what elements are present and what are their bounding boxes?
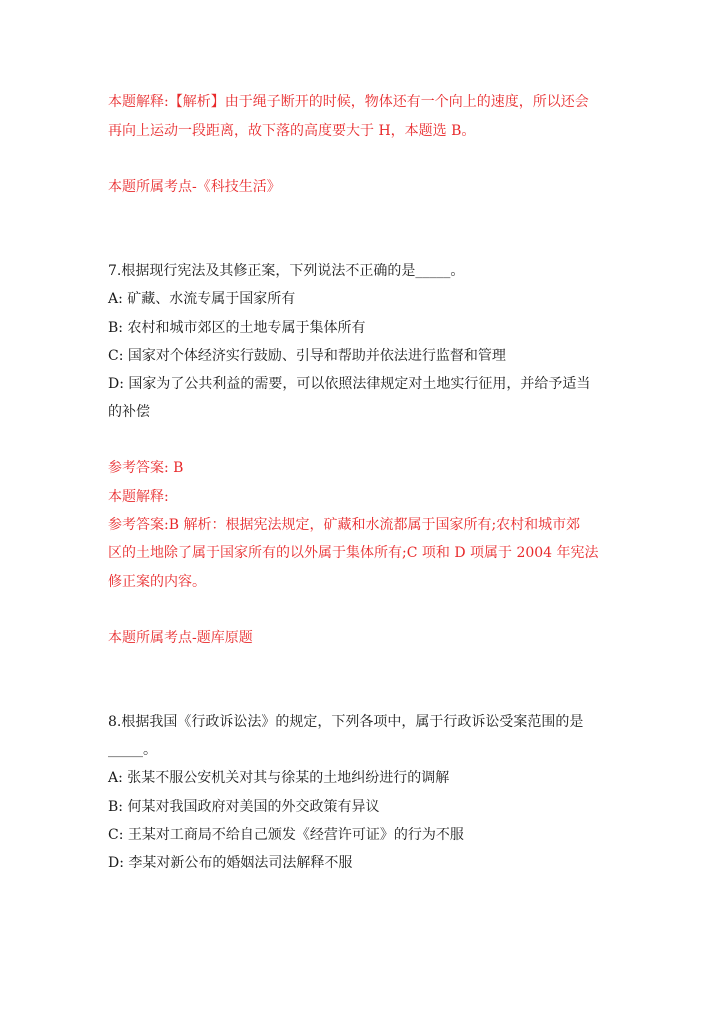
q7-explanation-line-2: 区的土地除了属于国家所有的以外属于集体所有;C 项和 D 项属于 2004 年宪法 — [108, 545, 599, 561]
q7-option-b: B: 农村和城市郊区的土地专属于集体所有 — [108, 320, 366, 336]
q8-stem-line-2: _____。 — [108, 742, 157, 758]
prev-explanation-line-2: 再向上运动一段距离，故下落的高度要大于 H，本题选 B。 — [108, 123, 476, 139]
q7-option-d-line-1: D: 国家为了公共利益的需要，可以依照法律规定对土地实行征用，并给予适当 — [108, 376, 591, 392]
q7-explanation-line-1: 参考答案:B 解析：根据宪法规定，矿藏和水流都属于国家所有;农村和城市郊 — [108, 517, 581, 533]
prev-topic: 本题所属考点-《科技生活》 — [108, 179, 281, 195]
prev-explanation-line-1: 本题解释:【解析】由于绳子断开的时候，物体还有一个向上的速度，所以还会 — [108, 94, 589, 110]
q7-explanation-line-3: 修正案的内容。 — [108, 574, 206, 590]
q7-answer: 参考答案: B — [108, 460, 184, 476]
q7-topic: 本题所属考点-题库原题 — [108, 630, 253, 646]
q7-stem: 7.根据现行宪法及其修正案，下列说法不正确的是_____。 — [108, 263, 465, 279]
q8-option-c: C: 王某对工商局不给自己颁发《经营许可证》的行为不服 — [108, 827, 464, 843]
q8-option-d: D: 李某对新公布的婚姻法司法解释不服 — [108, 855, 353, 871]
q7-explanation-label: 本题解释: — [108, 489, 169, 505]
q7-option-d-line-2: 的补偿 — [108, 404, 150, 420]
q7-option-c: C: 国家对个体经济实行鼓励、引导和帮助并依法进行监督和管理 — [108, 348, 506, 364]
q7-option-a: A: 矿藏、水流专属于国家所有 — [108, 291, 296, 307]
q8-stem-line-1: 8.根据我国《行政诉讼法》的规定，下列各项中，属于行政诉讼受案范围的是 — [108, 714, 584, 730]
q8-option-a: A: 张某不服公安机关对其与徐某的土地纠纷进行的调解 — [108, 770, 450, 786]
q8-option-b: B: 何某对我国政府对美国的外交政策有异议 — [108, 799, 380, 815]
